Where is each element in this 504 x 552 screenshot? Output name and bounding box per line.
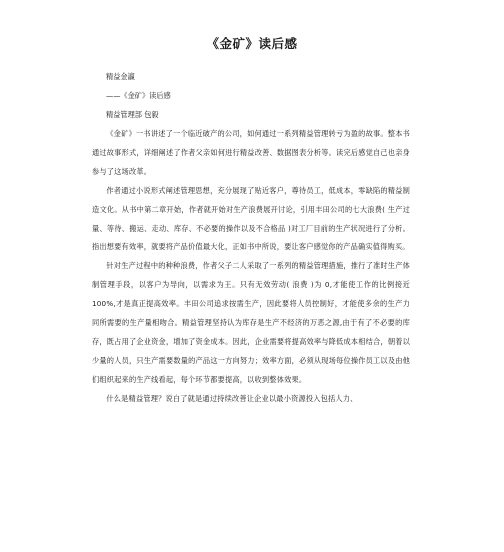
paragraph: 作者通过小说形式阐述管理思想，充分展现了贴近客户，尊待员工，低成本，零缺陷的精益制造文化。从书中第二章开始，作者就开始对生产浪费展开讨论，引用丰田公司的七大浪费( 生产过量、等待、搬运、走动、库存、不必要的操作以及不合格品 )对工厂目前的生产状况进行了分析。指出想要有效率，就要将产品价值最大化，正如书中所说，要让客户感觉你的产品确实值得购买。 — [92, 185, 410, 252]
document-title: 《金矿》读后感 — [206, 36, 298, 51]
paragraph: 什么是精益管理？说白了就是通过持续改善让企业以最小资源投入包括人力、 — [106, 393, 358, 403]
document-body — [92, 125, 410, 409]
subtitle-line: ——《金矿》读后感 — [106, 91, 171, 100]
department-line: 精益管理部 包毅 — [106, 110, 159, 119]
paragraph: 针对生产过程中的种种浪费，作者父子二人采取了一系列的精益管理措施，推行了准时生产体制管理手段，以客户为导向，以需求为王。只有无效劳动( 浪费 )为 0,才能使工作的比例接近 100%,才是真正提高效率。丰田公司追求按需生产，因此要将人员控制好，才能使多余的生产力同所需要的生产量相吻合。精益管理坚持认为库存是生产不经济的万恶之源,由于有了不必要的库存，既占用了企业资金，增加了资金成本。因此，企业需要将提高效率与降低成本相结合，朝着以少量的人员，只生产需要数量的产品这一方向努力；效率方面，必须从现场每位操作员工以及由他们组织起来的生产线看起，每个环节都要提高，以收到整体效果。 — [92, 261, 410, 384]
paragraph: 《金矿》一书讲述了一个临近破产的公司，如何通过一系列精益管理转亏为盈的故事。整本书通过故事形式，详细阐述了作者父亲如何进行精益改善、数据图表分析等。读完后感觉自己也亲身参与了这场改革。 — [92, 129, 410, 176]
author-line: 精益金瀛 — [106, 72, 135, 81]
